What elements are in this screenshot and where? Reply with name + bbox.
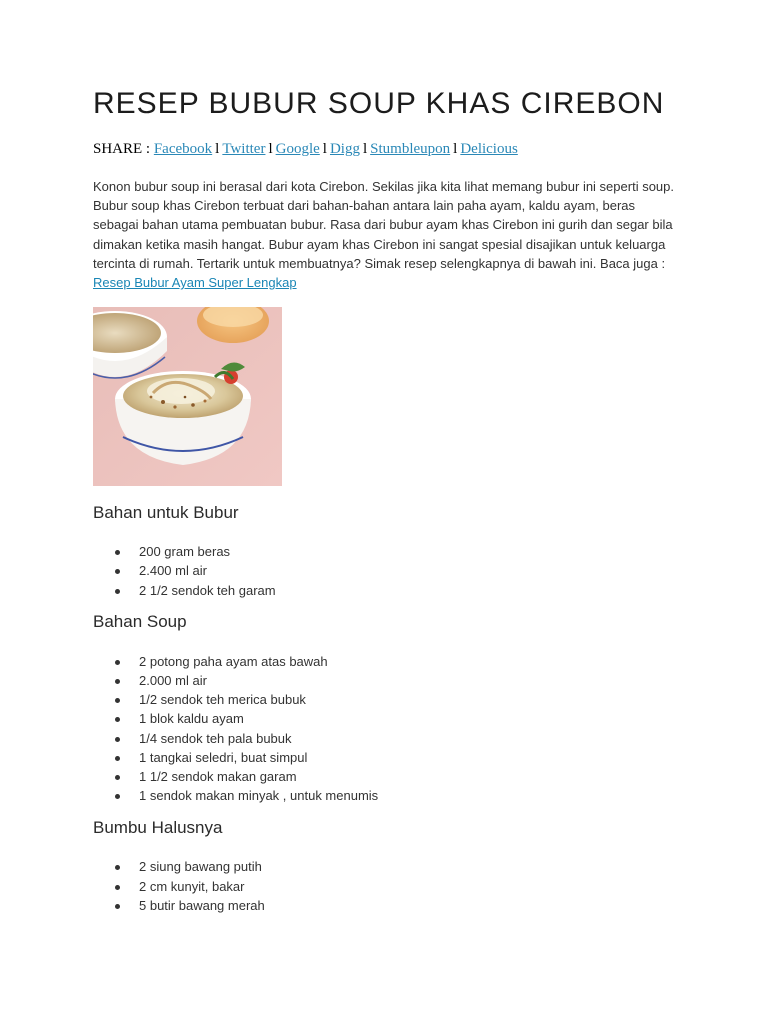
ingredient-text: 2.000 ml air [139, 673, 207, 689]
share-link-google[interactable]: Google [275, 141, 320, 157]
bullet-icon [115, 717, 120, 722]
share-separator: l [362, 141, 368, 157]
section-heading-bumbu: Bumbu Halusnya [93, 818, 223, 838]
share-label: SHARE : [93, 141, 154, 157]
ingredient-list-bumbu [93, 857, 678, 915]
ingredient-text: 200 gram beras [139, 544, 231, 560]
section-heading-bubur: Bahan untuk Bubur [93, 503, 239, 523]
share-link-twitter[interactable]: Twitter [222, 141, 266, 157]
section-heading-soup: Bahan Soup [93, 611, 187, 631]
list-item [93, 767, 678, 786]
document-page [93, 86, 678, 915]
intro-text: Konon bubur soup ini berasal dari kota Cirebon. Sekilas jika kita lihat memang bubur ini seperti soup. Bubur soup khas Cirebon terbuat dari bahan-bahan antara lain paha ayam, kaldu ayam, beras sebagai bahan utama pembuatan bubur. Rasa dari bubur ayam khas Cirebon ini gurih dan segar bila dimakan ketika masih hangat. Bubur ayam khas Cirebon ini sangat spesial disajikan untuk keluarga tercinta di rumah. Tertarik untuk membuatnya? Simak resep selengkapnya di bawah ini. Baca juga : [93, 179, 674, 271]
share-separator: l [453, 141, 458, 157]
ingredient-text: 1/2 sendok teh merica bubuk [139, 692, 306, 708]
bullet-icon [115, 756, 120, 761]
ingredient-text: 1 tangkai seledri, buat simpul [139, 749, 308, 765]
bubur-soup-photo [93, 307, 282, 486]
share-link-delicious[interactable]: Delicious [460, 141, 518, 157]
bullet-icon [115, 737, 120, 742]
share-link-facebook[interactable]: Facebook [153, 141, 213, 157]
share-separator: l [322, 141, 327, 157]
ingredient-text: 1/4 sendok teh pala bubuk [139, 730, 292, 746]
bullet-icon [115, 698, 120, 703]
list-item [93, 729, 678, 748]
share-bar [93, 139, 678, 159]
list-item [93, 690, 678, 709]
list-item [93, 652, 678, 671]
ingredient-text: 1 blok kaldu ayam [139, 711, 244, 727]
list-item [93, 561, 678, 580]
list-item [93, 896, 678, 915]
ingredient-text: 2 potong paha ayam atas bawah [139, 653, 328, 669]
ingredient-text: 1 1/2 sendok makan garam [139, 769, 297, 785]
ingredient-text: 1 sendok makan minyak , untuk menumis [139, 788, 379, 804]
ingredient-list-soup [93, 652, 678, 806]
ingredient-text: 2 cm kunyit, bakar [139, 878, 245, 894]
bullet-icon [115, 794, 120, 799]
bullet-icon [115, 775, 120, 780]
share-separator: l [268, 141, 273, 157]
list-item [93, 877, 678, 896]
list-item [93, 748, 678, 767]
related-recipe-link[interactable]: Resep Bubur Ayam Super Lengkap [93, 275, 297, 291]
bullet-icon [115, 865, 120, 870]
bullet-icon [115, 885, 120, 890]
share-link-stumbleupon[interactable]: Stumbleupon [370, 141, 451, 157]
bullet-icon [115, 589, 120, 594]
ingredient-text: 2 siung bawang putih [139, 859, 262, 875]
bullet-icon [115, 569, 120, 574]
share-separator: l [215, 141, 220, 157]
bullet-icon [115, 550, 120, 555]
list-item [93, 857, 678, 876]
list-item [93, 786, 678, 805]
ingredient-text: 5 butir bawang merah [139, 897, 265, 913]
page-title: RESEP BUBUR SOUP KHAS CIREBON [93, 87, 665, 120]
list-item [93, 581, 678, 600]
ingredient-text: 2 1/2 sendok teh garam [139, 582, 276, 598]
bullet-icon [115, 660, 120, 665]
share-link-digg[interactable]: Digg [329, 141, 360, 157]
ingredient-list-bubur [93, 542, 678, 600]
list-item [93, 671, 678, 690]
bullet-icon [115, 679, 120, 684]
intro-paragraph [93, 177, 678, 292]
ingredient-text: 2.400 ml air [139, 563, 207, 579]
list-item [93, 709, 678, 728]
list-item [93, 542, 678, 561]
bullet-icon [115, 904, 120, 909]
